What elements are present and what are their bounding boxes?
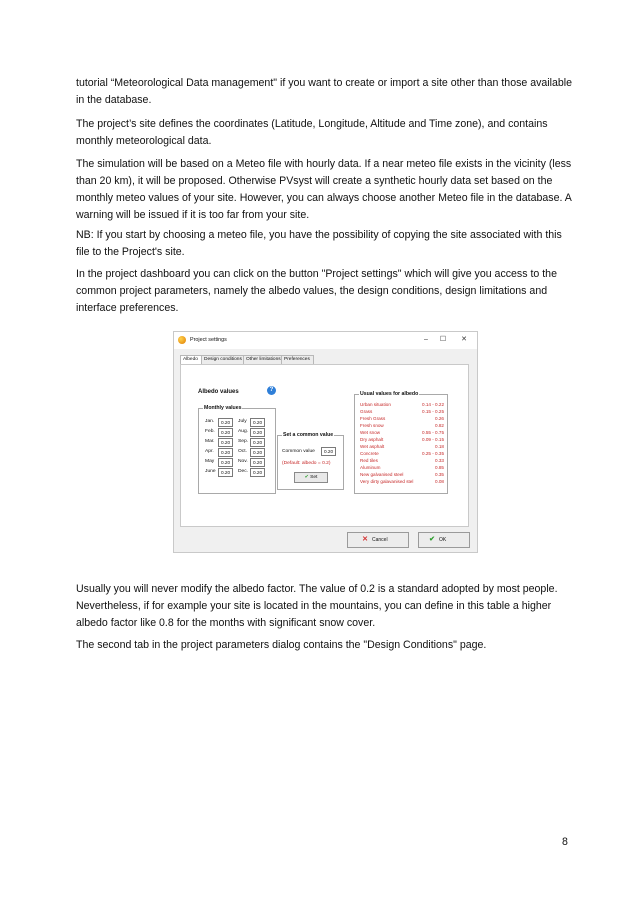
app-logo-icon [178,336,186,344]
default-albedo-note: (Default: albedo = 0.2) [282,461,331,466]
month-value-field[interactable]: 0.20 [218,418,233,427]
close-x-icon: ✕ [362,536,368,543]
month-label: Jan. [205,419,215,424]
month-label: Mar. [205,439,215,444]
surface-name: Wet asphalt [360,444,385,449]
month-label: Dec. [238,469,249,474]
albedo-panel [180,364,469,527]
paragraph-design-conditions: The second tab in the project parameters dialog contains the "Design Conditions" page. [76,639,487,651]
surface-albedo: 0.15 - 0.25 [422,409,444,414]
cancel-button[interactable] [347,532,409,548]
usual-value-row [360,409,446,415]
surface-name: Urban situation [360,402,391,407]
tab-other-limitations[interactable]: Other limitations [243,355,284,364]
usual-value-row [360,423,446,429]
paragraph-simulation-meteo: The simulation will be based on a Meteo file with hourly data. If a near meteo file exists in the vicinity (less than 20 km), it will be proposed. Otherwise PVsyst will create a synthetic hourly data set based on the monthly meteo values of your site. However, you can always choose another Meteo file in the database. A warning will be issued if it is too far from your site. [76,158,572,221]
minimize-button[interactable]: – [424,336,428,343]
month-label: May [205,459,215,464]
surface-albedo: 0.35 [435,472,444,477]
month-label: June [205,469,216,474]
usual-value-row [360,479,446,485]
surface-albedo: 0.18 [435,444,444,449]
usual-values-group [354,391,448,494]
surface-name: Concrete [360,451,379,456]
monthly-values-title: Monthly values [204,405,242,411]
month-label: Apr. [205,449,214,454]
common-value-title: Set a common value [283,432,334,438]
usual-value-row [360,430,446,436]
surface-albedo: 0.08 [435,479,444,484]
ok-button-label: OK [439,537,447,543]
month-value-field[interactable]: 0.20 [218,438,233,447]
month-value-field[interactable]: 0.20 [218,468,233,477]
project-settings-screenshot [173,331,478,553]
page-number: 8 [562,836,568,848]
common-value-label: Common value [282,449,315,454]
tab-albedo[interactable]: Albedo [180,355,205,365]
tab-design-conditions[interactable]: Design conditions [201,355,246,364]
usual-values-title: Usual values for albedo [360,391,419,397]
dialog-title: Project settings [190,337,227,343]
usual-value-row [360,465,446,471]
common-value-field[interactable]: 0.20 [321,447,336,456]
surface-name: Very dirty galavanised stel [360,479,414,484]
paragraph-tutorial-note: tutorial “Meteorological Data management" if you want to create or import a site other than those available in the database. [76,77,573,106]
monthly-values-group [198,405,276,494]
month-label: Oct. [238,449,247,454]
month-label: July [238,419,247,424]
close-button[interactable]: ✕ [461,336,467,343]
usual-value-row [360,458,446,464]
paragraph-project-settings: In the project dashboard you can click on the button "Project settings" which will give you access to the common project parameters, namely the albedo values, the design conditions, design limitations and interface preferences. [76,268,557,314]
month-value-field[interactable]: 0.20 [250,418,265,427]
help-icon[interactable]: ? [267,386,276,395]
surface-albedo: 0.85 [435,465,444,470]
month-label: Nov. [238,459,248,464]
check-icon: ✔ [304,475,309,480]
usual-value-row [360,451,446,457]
check-icon: ✔ [429,536,435,543]
surface-name: Aluminum [360,465,381,470]
month-value-field[interactable]: 0.20 [218,428,233,437]
surface-name: Fresh snow [360,423,384,428]
surface-albedo: 0.09 - 0.15 [422,437,444,442]
surface-name: New galvanised steel [360,472,404,477]
common-value-group [277,432,344,490]
month-label: Sep. [238,439,249,444]
surface-name: Red tiles [360,458,378,463]
month-value-field[interactable]: 0.20 [218,448,233,457]
surface-name: Grass [360,409,373,414]
surface-albedo: 0.82 [435,423,444,428]
month-value-field[interactable]: 0.20 [250,468,265,477]
surface-albedo: 0.26 [435,416,444,421]
month-value-field[interactable]: 0.20 [250,448,265,457]
paragraph-albedo-advice: Usually you will never modify the albedo factor. The value of 0.2 is a standard adopted by most people. Nevertheless, if for example your site is located in the mountains, you can define in this table a higher albedo factor like 0.8 for the months with significant snow cover. [76,583,558,629]
surface-name: Wet snow [360,430,381,435]
month-label: Feb. [205,429,215,434]
surface-albedo: 0.25 - 0.35 [422,451,444,456]
month-value-field[interactable]: 0.20 [250,428,265,437]
paragraph-nb-copy-site: NB: If you start by choosing a meteo file, you have the possibility of copying the site associated with this file to the Project's site. [76,229,562,258]
surface-name: Dry asphalt [360,437,384,442]
surface-albedo: 0.55 - 0.75 [422,430,444,435]
set-button-label: Set [310,475,318,480]
dialog-titlebar [174,332,477,349]
usual-value-row [360,444,446,450]
usual-value-row [360,437,446,443]
usual-value-row [360,402,446,408]
surface-name: Fresh Grass [360,416,386,421]
usual-value-row [360,416,446,422]
surface-albedo: 0.14 - 0.22 [422,402,444,407]
surface-albedo: 0.33 [435,458,444,463]
maximize-button[interactable]: ☐ [439,336,447,343]
month-label: Aug. [238,429,249,434]
paragraph-site-definition: The project’s site defines the coordinates (Latitude, Longitude, Altitude and Time zone), and contains monthly meteorological data. [76,118,548,147]
tab-preferences[interactable]: Preferences [281,355,314,364]
cancel-button-label: Cancel [372,537,388,543]
usual-value-row [360,472,446,478]
ok-button[interactable] [418,532,470,548]
month-value-field[interactable]: 0.20 [250,458,265,467]
month-value-field[interactable]: 0.20 [250,438,265,447]
month-value-field[interactable]: 0.20 [218,458,233,467]
set-button[interactable] [294,472,328,483]
albedo-values-title: Albedo values [198,389,239,395]
